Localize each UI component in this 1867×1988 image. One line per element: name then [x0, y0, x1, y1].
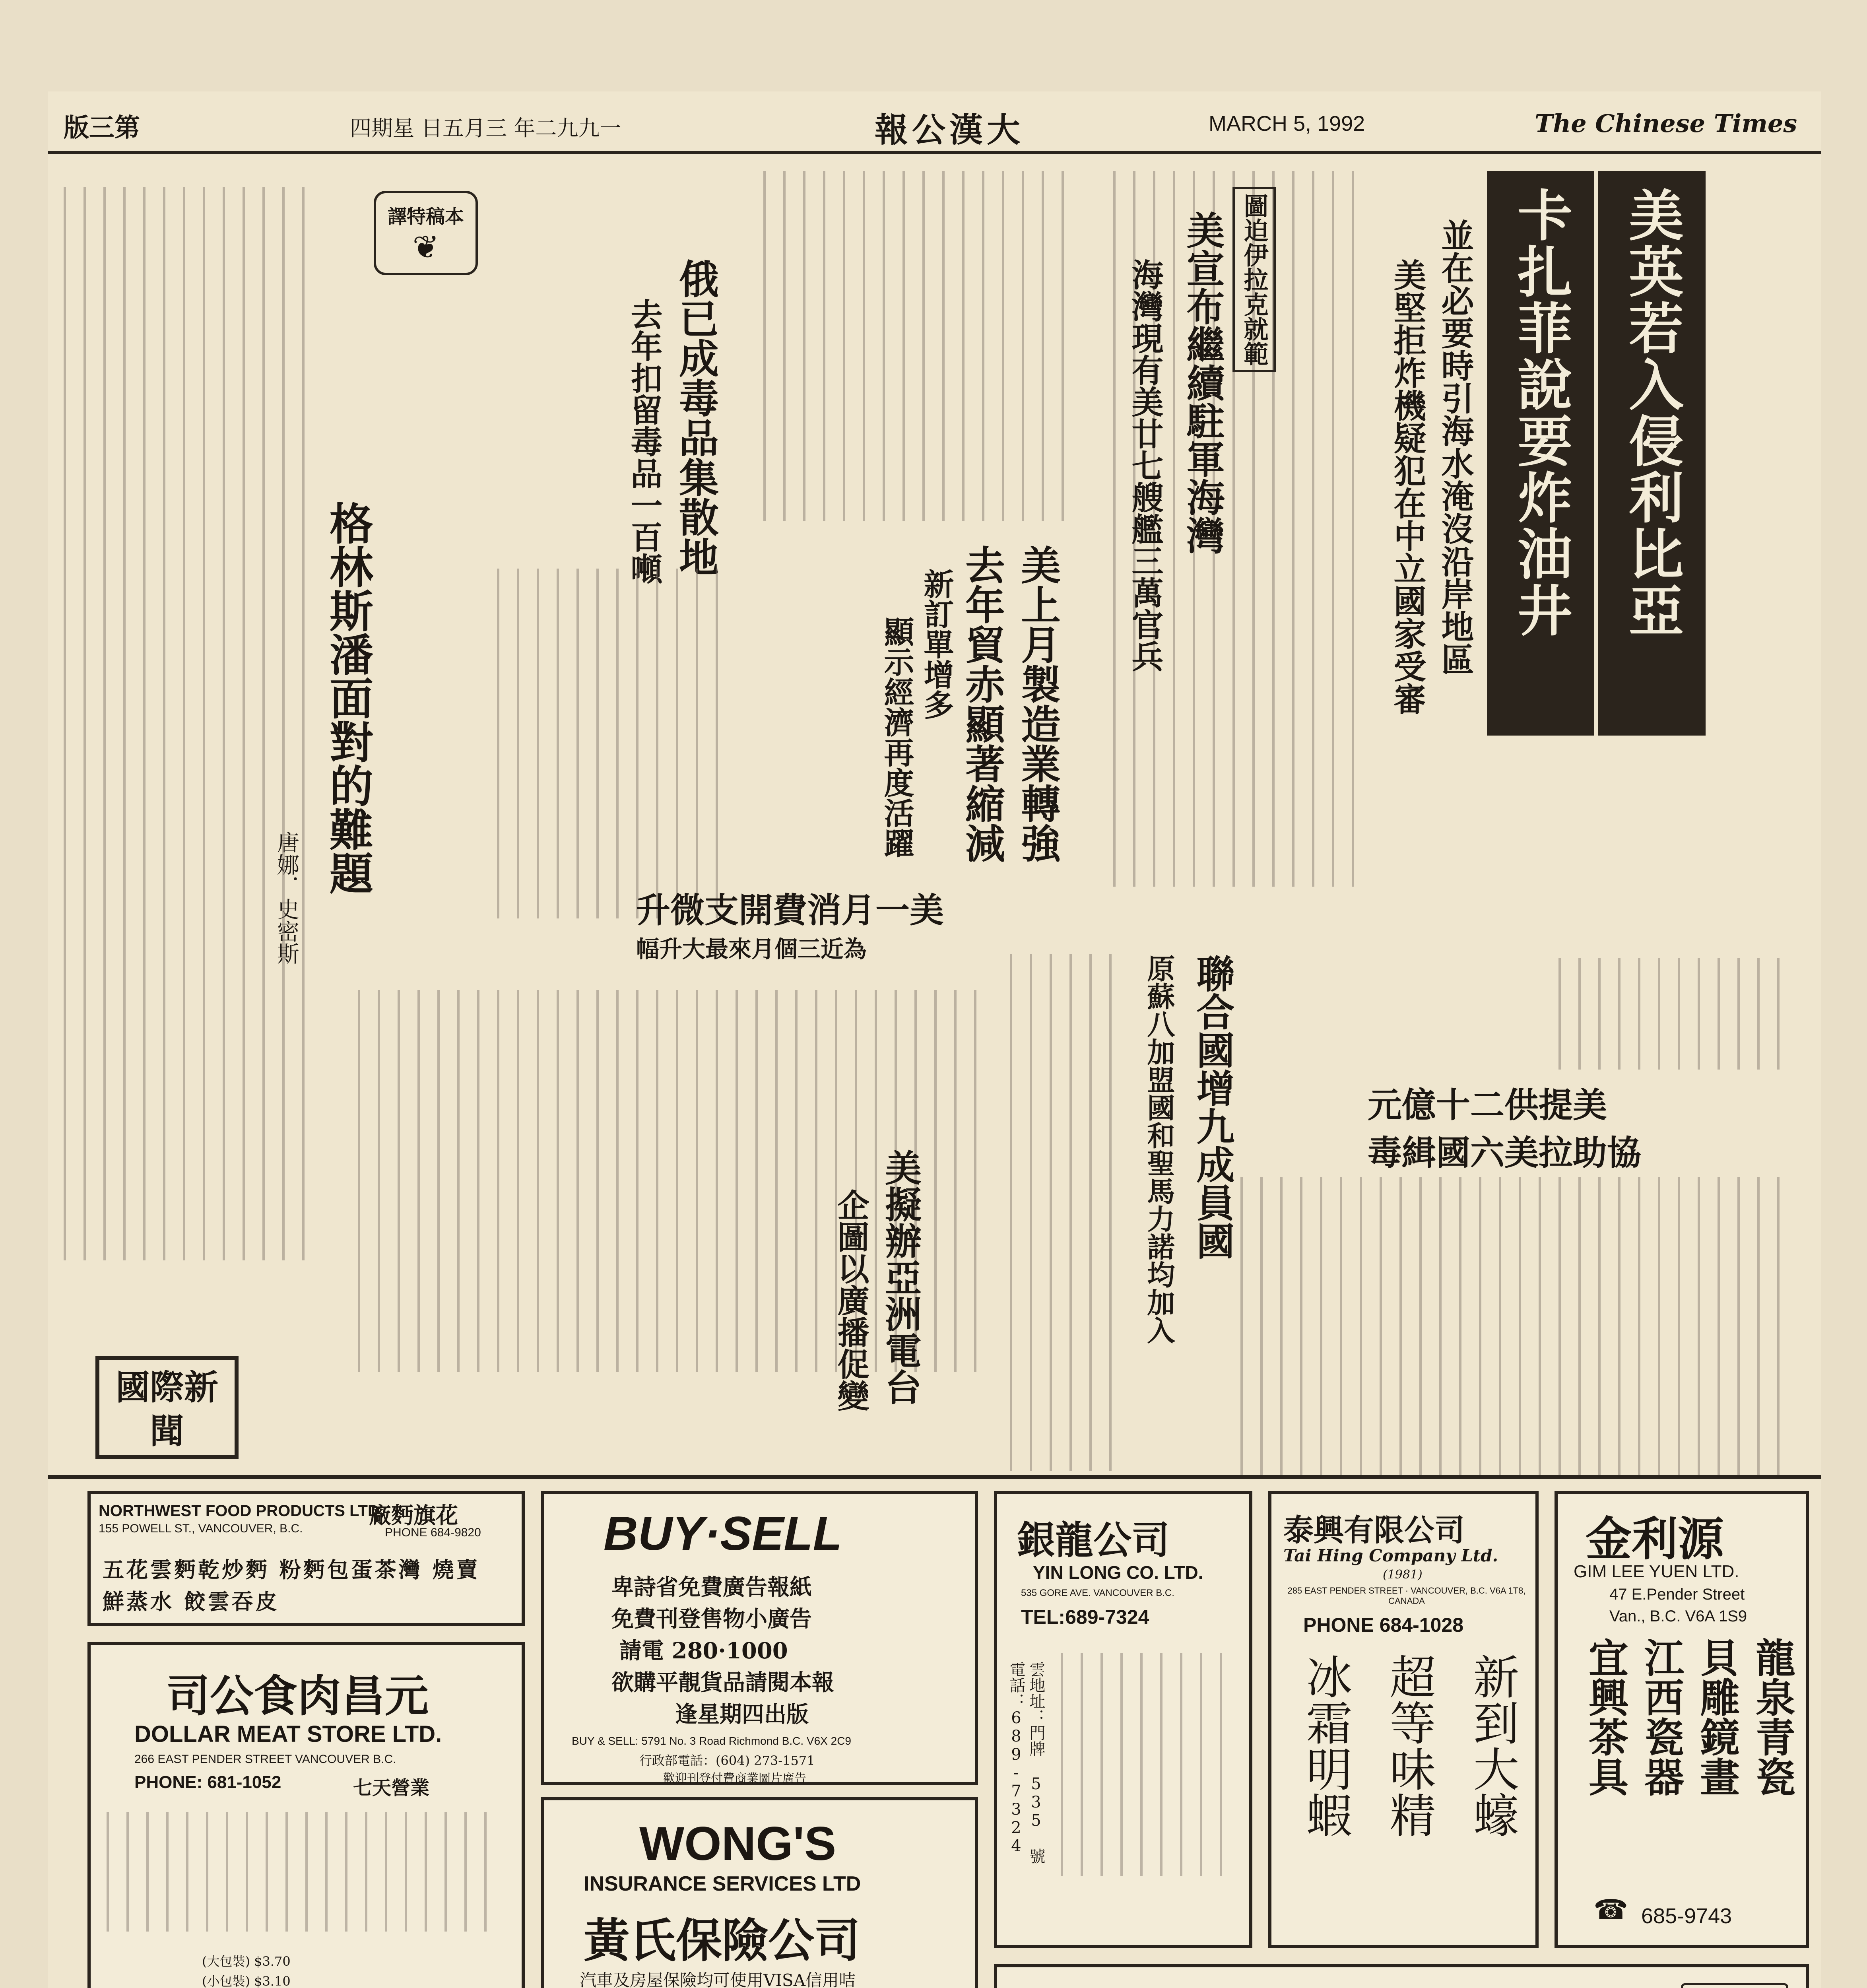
iraq-subhead: 海灣現有美廿七艘艦三萬官兵: [1126, 258, 1164, 672]
ad-northwest-food: [87, 1491, 525, 1626]
ad-yin-long: [994, 1491, 1252, 1948]
buysell-line4: 欲購平靚貨品請閱本報: [611, 1670, 834, 1696]
iraq-headline: 美宣布繼續駐軍海灣: [1180, 211, 1225, 554]
wongs-subtitle: INSURANCE SERVICES LTD: [584, 1872, 861, 1895]
paper-english-name: The Chinese Times: [1535, 109, 1797, 138]
dollarmeat-hours: 七天營業: [353, 1777, 430, 1799]
northwest-address: 155 POWELL ST., VANCOUVER, B.C.: [99, 1522, 303, 1535]
ad-beijing-trading: [994, 1964, 1809, 1988]
taihing-name-chinese: 泰興有限公司: [1283, 1512, 1465, 1548]
gimleeyuen-item-2: 貝雕鏡畫: [1693, 1637, 1740, 1796]
date-chinese: 四期星 日五月三 年二九九一: [350, 116, 621, 141]
gimleeyuen-address-2: Van., B.C. V6A 1S9: [1609, 1607, 1747, 1625]
great-wall-icon: [1681, 1983, 1788, 1988]
main-headline-1: 美英若入侵利比亞: [1598, 171, 1706, 736]
radio-headline: 美擬辦亞洲電台: [879, 1149, 922, 1405]
buysell-office: 行政部電話：(604) 273-1571: [639, 1753, 815, 1768]
newspaper-page: [48, 91, 1821, 1988]
mfg-headline-2: 去年貿赤顯著縮減: [959, 545, 1005, 863]
commentary-byline: 唐娜．史密斯: [274, 831, 299, 965]
section-badge-label: 國際新聞: [116, 1367, 218, 1451]
commentary-body: [64, 187, 318, 1260]
page-label: 版三第: [64, 113, 140, 143]
yinlong-tel-chinese: 電話：689-7324: [1007, 1661, 1025, 1855]
ad-buy-sell: [541, 1491, 978, 1785]
russia-body: [497, 569, 736, 918]
main-headline-2: 卡扎菲說要炸油井: [1487, 171, 1594, 736]
wongs-line1: 汽車及房屋保險均可使用VISA信用咭: [580, 1971, 856, 1988]
taihing-address: 285 EAST PENDER STREET · VANCOUVER, B.C. V6A 1T8, CANADA: [1287, 1586, 1526, 1606]
telephone-icon: ☎: [1593, 1893, 1628, 1926]
right-lower-body: [1240, 1177, 1797, 1475]
wongs-name-chinese: 黃氏保險公司: [584, 1914, 860, 1968]
buysell-line2: 免費刊登售物小廣告: [611, 1606, 812, 1632]
yinlong-address-chinese: 雲地址：門牌 535 號: [1027, 1661, 1045, 1864]
un-subhead: 原蘇八加盟國和聖馬力諾均加入: [1143, 954, 1176, 1344]
commentary-badge: [374, 191, 478, 275]
yinlong-address: 535 GORE AVE. VANCOUVER B.C.: [1021, 1588, 1174, 1598]
main-subhead-2: 美堅拒炸機疑犯在中立國家受審: [1388, 258, 1426, 715]
aid-headline-2: 協助拉美六國緝毒: [1368, 1133, 1641, 1173]
yinlong-product-list: [1061, 1653, 1236, 1876]
russia-subhead: 去年扣留毒品一百噸: [625, 298, 663, 584]
northwest-phone: PHONE 684-9820: [385, 1526, 481, 1539]
top-center-body: [763, 171, 1081, 521]
ad-dollar-meat: [87, 1642, 525, 1988]
taihing-phone: PHONE 684-1028: [1303, 1614, 1464, 1636]
ad-wongs-insurance: [541, 1797, 978, 1988]
news-ads-rule: [48, 1475, 1821, 1479]
yinlong-phone: TEL:689-7324: [1021, 1606, 1149, 1628]
gimleeyuen-item-4: 宜興茶具: [1582, 1637, 1629, 1796]
gimleeyuen-name-chinese: 金利源: [1586, 1512, 1724, 1566]
aid-headline-1: 美提供二十億元: [1368, 1085, 1607, 1125]
northwest-name-english: NORTHWEST FOOD PRODUCTS LTD.: [99, 1502, 384, 1520]
northwest-products: 五花雲麪乾炒麪 粉麪包蛋茶灣 燒賣 鮮蒸水 餃雲吞皮: [103, 1557, 480, 1614]
ad-gim-lee-yuen: [1555, 1491, 1809, 1948]
radio-subhead: 企圖以廣播促變: [832, 1189, 869, 1411]
badge-ornament-icon: ❦: [412, 229, 439, 266]
taihing-year: (1981): [1383, 1568, 1423, 1582]
taihing-item-1: 新到大蠔: [1465, 1653, 1519, 1838]
mfg-subhead-2: 顯示經濟再度活躍: [879, 616, 914, 858]
wongs-title: WONG'S: [639, 1817, 836, 1870]
buysell-title: BUY·SELL: [604, 1507, 842, 1560]
consumer-headline: 美一月消費開支微升: [636, 890, 944, 930]
commentary-headline: 格林斯潘面對的難題: [322, 501, 374, 895]
taihing-item-3: 冰霜明蝦: [1298, 1653, 1352, 1838]
dollarmeat-menu: [107, 1812, 504, 1932]
commentary-badge-label: 譯特稿本: [387, 206, 464, 228]
ad-tai-hing: [1268, 1491, 1539, 1948]
un-body: [1010, 954, 1129, 1471]
russia-headline: 俄已成毒品集散地: [672, 258, 719, 577]
main-subhead-1: 並在必要時引海水淹沒沿岸地區: [1436, 219, 1474, 675]
northwest-name-chinese: 廠麪旗花: [369, 1503, 458, 1529]
buysell-line5: 逢星期四出版: [675, 1701, 809, 1728]
taihing-name-english: Tai Hing Company Ltd.: [1283, 1546, 1498, 1565]
yinlong-name-chinese: 銀龍公司: [1017, 1518, 1170, 1563]
consumer-subhead: 為近三個月來最大升幅: [636, 936, 867, 963]
gimleeyuen-address-1: 47 E.Pender Street: [1609, 1586, 1745, 1603]
dollarmeat-name-chinese: 司公食肉昌元: [166, 1670, 429, 1722]
masthead: 報公漢大: [875, 110, 1025, 149]
buysell-note: 歡迎刊登付費商業圖片廣告: [663, 1772, 806, 1786]
right-upper-body: [1558, 958, 1797, 1070]
taihing-item-2: 超等味精: [1382, 1653, 1436, 1838]
iraq-kicker: 圖迫伊拉克就範: [1232, 187, 1276, 372]
gimleeyuen-item-3: 江西瓷器: [1638, 1637, 1685, 1796]
dollarmeat-price-1: (大包裝) $3.70: [202, 1954, 291, 1969]
yinlong-name-english: YIN LONG CO. LTD.: [1033, 1562, 1203, 1583]
dollarmeat-name-english: DOLLAR MEAT STORE LTD.: [134, 1721, 442, 1747]
mfg-subhead-1: 新訂單增多: [919, 569, 954, 720]
header-rule: [48, 151, 1821, 154]
dollarmeat-phone: PHONE: 681-1052: [134, 1773, 281, 1792]
buysell-line1: 卑詩省免費廣告報紙: [611, 1574, 812, 1600]
dollarmeat-price-2: (小包裝) $3.10: [202, 1974, 291, 1988]
dollarmeat-address: 266 EAST PENDER STREET VANCOUVER B.C.: [134, 1753, 396, 1766]
mfg-headline-1: 美上月製造業轉強: [1014, 545, 1061, 863]
gimleeyuen-phone: 685-9743: [1641, 1904, 1732, 1928]
section-badge: [95, 1356, 239, 1459]
date-english: MARCH 5, 1992: [1209, 112, 1365, 136]
gimleeyuen-item-1: 龍泉青瓷: [1749, 1637, 1796, 1796]
gimleeyuen-name-english: GIM LEE YUEN LTD.: [1574, 1562, 1739, 1581]
buysell-address: BUY & SELL: 5791 No. 3 Road Richmond B.C. V6X 2C9: [572, 1735, 851, 1747]
buysell-line3: 請電 280·1000: [619, 1638, 788, 1664]
un-headline: 聯合國增九成員國: [1190, 954, 1235, 1260]
